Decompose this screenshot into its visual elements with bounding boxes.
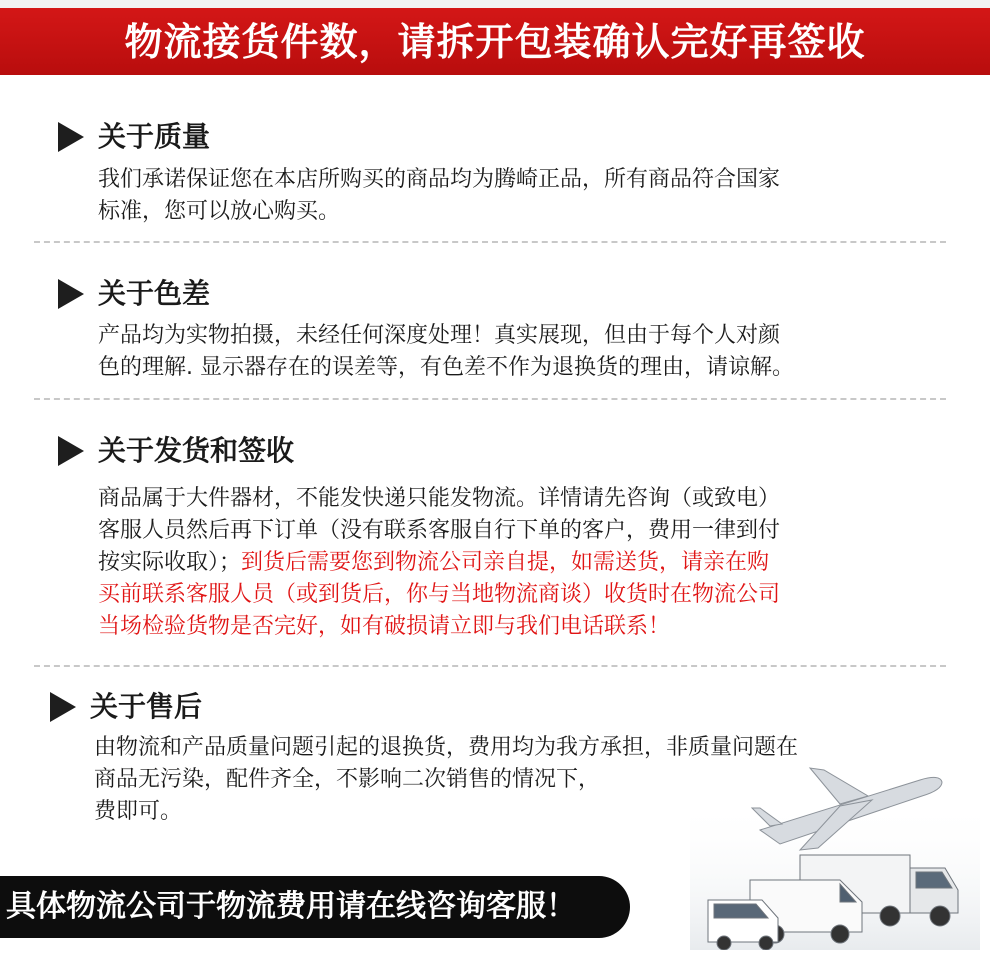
text-segment: 按实际收取）； bbox=[98, 550, 242, 575]
section-quality-header bbox=[58, 120, 210, 154]
text-line: 标准，您可以放心购买。 bbox=[98, 199, 341, 224]
text-line: 由物流和产品质量问题引起的退换货，费用均为我方承担，非质量问题在 bbox=[94, 735, 799, 760]
section-divider bbox=[34, 398, 946, 400]
section-aftersales-header bbox=[50, 690, 202, 724]
top-banner bbox=[0, 0, 990, 75]
section-divider bbox=[34, 241, 946, 243]
text-line bbox=[98, 547, 888, 579]
section-shipping-header bbox=[58, 434, 294, 468]
triangle-right-icon bbox=[50, 692, 76, 722]
section-color-title: 关于色差 bbox=[98, 277, 211, 310]
section-color-text bbox=[98, 320, 888, 384]
section-shipping-title: 关于发货和签收 bbox=[98, 434, 295, 467]
footer-banner bbox=[0, 876, 630, 938]
section-divider bbox=[34, 665, 946, 667]
airplane-and-trucks-image bbox=[690, 760, 980, 950]
section-quality-text bbox=[98, 164, 888, 228]
triangle-right-icon bbox=[58, 436, 84, 466]
banner-top-stripe bbox=[0, 0, 990, 8]
section-quality-title: 关于质量 bbox=[98, 120, 211, 153]
text-line: 我们承诺保证您在本店所购买的商品均为腾崎正品，所有商品符合国家 bbox=[98, 167, 781, 192]
banner-title: 物流接货件数，请拆开包装确认完好再签收 bbox=[124, 20, 866, 64]
warning-text: 到货后需要您到物流公司亲自提，如需送货，请亲在购 bbox=[241, 550, 770, 575]
text-line: 商品无污染，配件齐全，不影响二次销售的情况下， bbox=[94, 767, 601, 792]
warning-text: 买前联系客服人员（或到货后，你与当地物流商谈）收货时在物流公司 bbox=[98, 582, 781, 607]
section-aftersales-title: 关于售后 bbox=[90, 690, 203, 723]
triangle-right-icon bbox=[58, 279, 84, 309]
footer-text: 具体物流公司于物流费用请在线咨询客服！ bbox=[6, 889, 576, 924]
text-line: 产品均为实物拍摄，未经任何深度处理！真实展现，但由于每个人对颜 bbox=[98, 323, 781, 348]
section-color-header bbox=[58, 277, 210, 311]
warning-text: 当场检验货物是否完好，如有破损请立即与我们电话联系！ bbox=[98, 614, 671, 639]
triangle-right-icon bbox=[58, 122, 84, 152]
text-line: 客服人员然后再下订单（没有联系客服自行下单的客户，费用一律到付 bbox=[98, 518, 781, 543]
text-line: 色的理解. 显示器存在的误差等，有色差不作为退换货的理由，请谅解。 bbox=[98, 355, 794, 380]
text-line: 费即可。 bbox=[94, 799, 183, 824]
text-line: 商品属于大件器材，不能发快递只能发物流。详情请先咨询（或致电） bbox=[98, 486, 781, 511]
section-shipping-text bbox=[98, 483, 888, 643]
